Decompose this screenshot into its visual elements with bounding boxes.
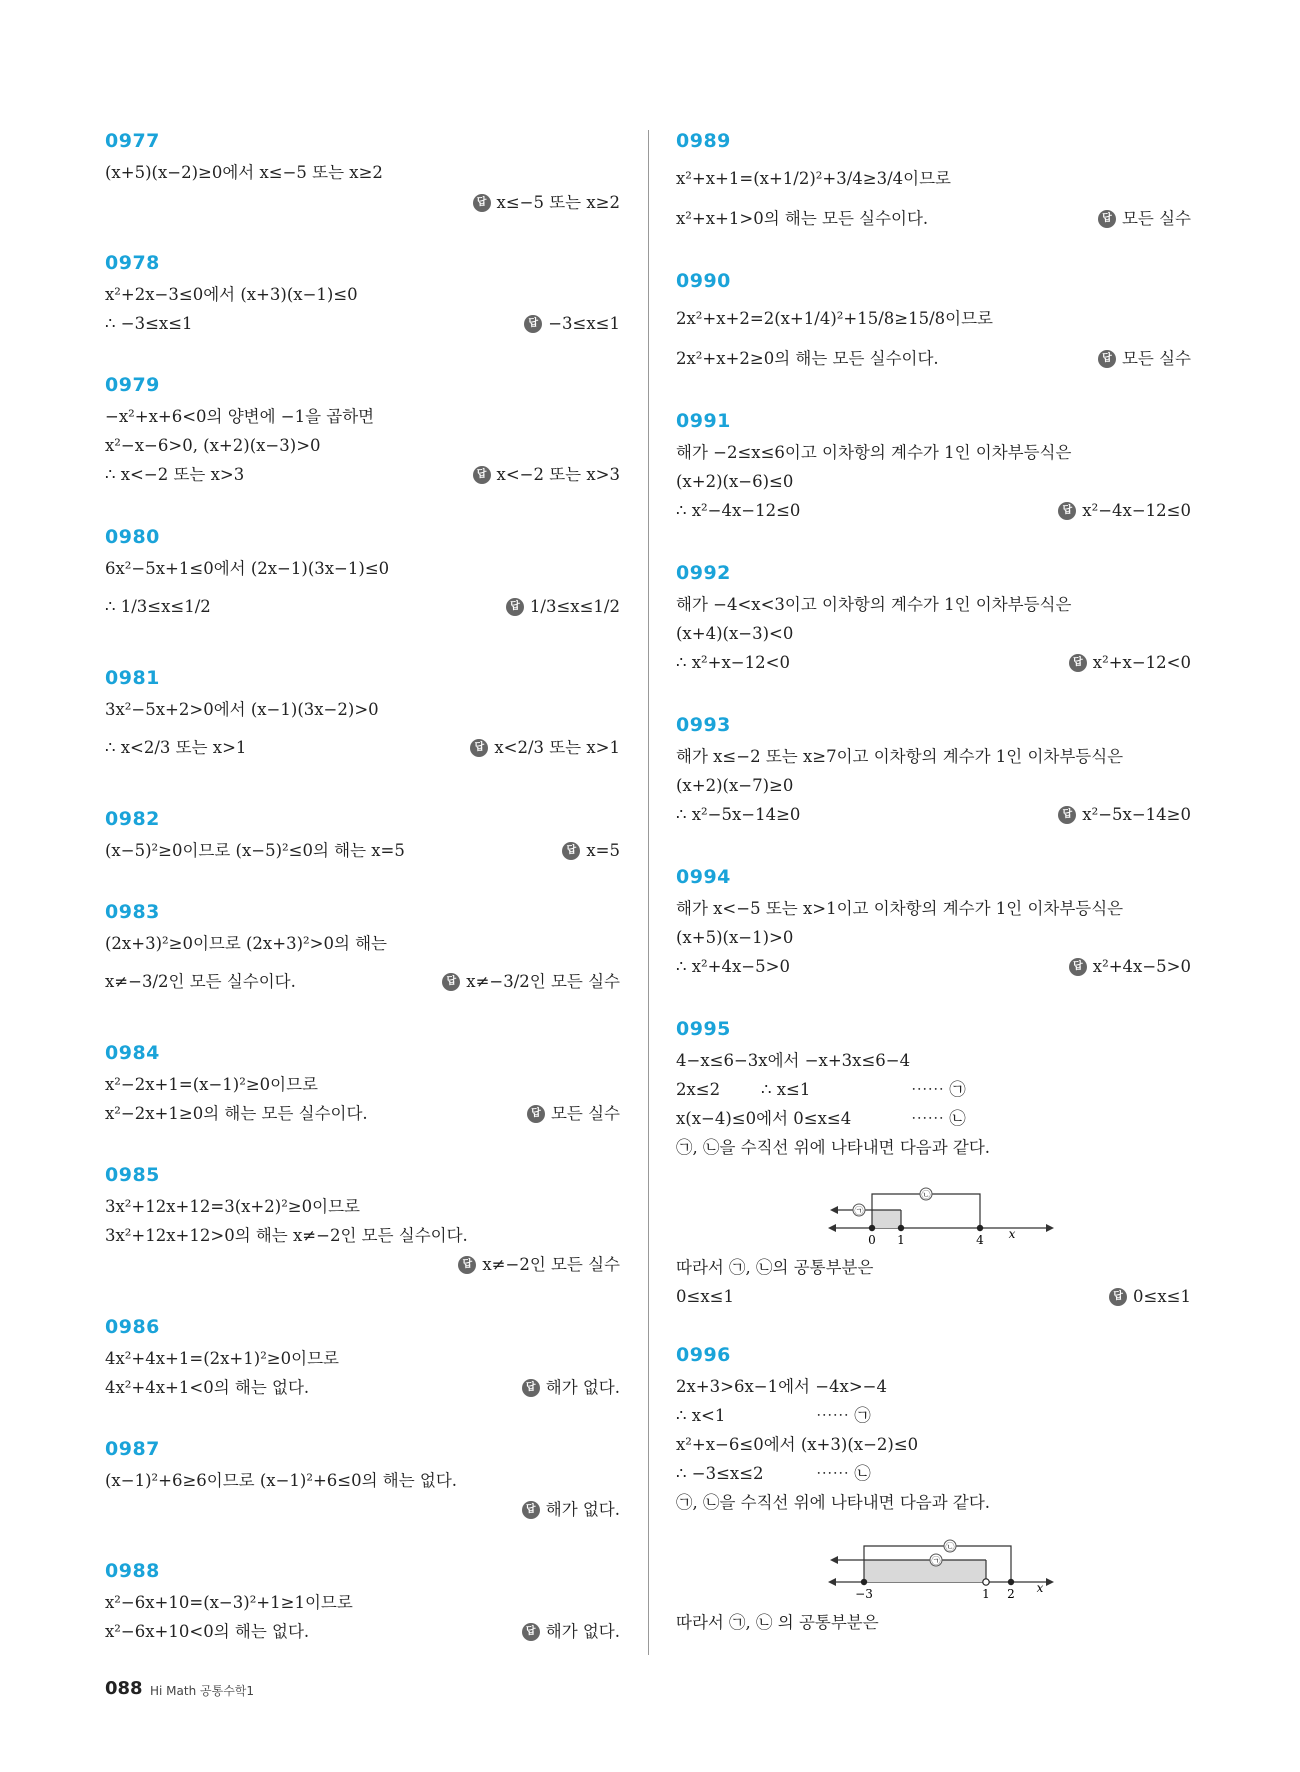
problem-number: 0980 xyxy=(105,526,160,548)
solution-line: ∴ x²+4x−5>0 xyxy=(676,957,790,976)
answer-badge-icon: 답 xyxy=(562,842,580,860)
number-line-figure-0996 xyxy=(826,1522,1056,1606)
solution-line: ∴ x≤1 xyxy=(761,1080,811,1099)
answer-text: x²−4x−12≤0 xyxy=(1082,501,1191,520)
problem-number: 0983 xyxy=(105,901,160,923)
solution-line: ∴ x²+x−12<0 xyxy=(676,653,790,672)
answer xyxy=(562,840,620,862)
solution-line: ∴ −3≤x≤1 xyxy=(105,314,193,333)
answer xyxy=(1058,804,1191,826)
answer-text: 해가 없다. xyxy=(545,1378,620,1397)
answer xyxy=(527,1103,620,1125)
answer xyxy=(1058,500,1191,522)
marker-label: ⋯⋯ ㉡ xyxy=(911,1109,966,1128)
problem-number: 0996 xyxy=(676,1344,731,1366)
problem-number: 0987 xyxy=(105,1438,160,1460)
answer-text: 해가 없다. xyxy=(545,1500,620,1519)
marker-2: ㉡ xyxy=(921,1191,931,1201)
answer-badge-icon: 답 xyxy=(442,973,460,991)
solution-line: (x−5)²≥0이므로 (x−5)²≤0의 해는 x=5 xyxy=(105,841,405,860)
solution-line: (x+5)(x−1)>0 xyxy=(676,928,794,947)
answer xyxy=(470,737,620,759)
solution-line: −x²+x+6<0의 양변에 −1을 곱하면 xyxy=(105,407,375,426)
solution-line: (x+5)(x−2)≥0에서 x≤−5 또는 x≥2 xyxy=(105,163,383,182)
problem-number: 0993 xyxy=(676,714,731,736)
answer xyxy=(522,1499,620,1521)
marker-2: ㉡ xyxy=(945,1543,955,1553)
answer xyxy=(522,1377,620,1399)
solution-line: (x+4)(x−3)<0 xyxy=(676,624,794,643)
answer-text: 모든 실수 xyxy=(1121,349,1191,368)
answer xyxy=(522,1621,620,1643)
problem-number: 0981 xyxy=(105,667,160,689)
answer-badge-icon: 답 xyxy=(524,315,542,333)
problem-number: 0989 xyxy=(676,130,731,152)
answer xyxy=(1069,956,1191,978)
solution-line: ㉠, ㉡을 수직선 위에 나타내면 다음과 같다. xyxy=(676,1138,991,1157)
tick-label-4: 4 xyxy=(976,1233,984,1247)
solution-line: 따라서 ㉠, ㉡ 의 공통부분은 xyxy=(676,1613,879,1632)
answer-text: 모든 실수 xyxy=(550,1104,620,1123)
answer xyxy=(473,464,620,486)
solution-line: ∴ x<1 xyxy=(676,1406,726,1425)
solution-line: x²−6x+10=(x−3)²+1≥1이므로 xyxy=(105,1593,353,1612)
answer-badge-icon: 답 xyxy=(527,1105,545,1123)
answer-badge-icon: 답 xyxy=(473,466,491,484)
point-1 xyxy=(898,1225,904,1231)
solution-line: 3x²+12x+12>0의 해는 x≠−2인 모든 실수이다. xyxy=(105,1226,468,1245)
answer-text: 해가 없다. xyxy=(545,1622,620,1641)
answer-text: x²−5x−14≥0 xyxy=(1082,805,1191,824)
answer-text: x²+4x−5>0 xyxy=(1092,957,1191,976)
solution-line: (2x+3)²≥0이므로 (2x+3)²>0의 해는 xyxy=(105,934,388,953)
solution-line: 해가 −2≤x≤6이고 이차항의 계수가 1인 이차부등식은 xyxy=(676,443,1072,462)
answer-badge-icon: 답 xyxy=(522,1501,540,1519)
axis-arrow-right-icon xyxy=(1046,1224,1054,1232)
solution-line: ∴ x²−4x−12≤0 xyxy=(676,501,801,520)
answer-badge-icon: 답 xyxy=(506,598,524,616)
problem-number: 0992 xyxy=(676,562,731,584)
solution-line: 3x²−5x+2>0에서 (x−1)(3x−2)>0 xyxy=(105,700,379,719)
problem-number: 0982 xyxy=(105,808,160,830)
common-region xyxy=(864,1560,986,1582)
answer xyxy=(1098,348,1191,370)
answer-badge-icon: 답 xyxy=(470,739,488,757)
axis-label: x xyxy=(1008,1227,1016,1241)
answer-text: x<−2 또는 x>3 xyxy=(496,465,620,484)
solution-line: 따라서 ㉠, ㉡의 공통부분은 xyxy=(676,1258,874,1277)
answer xyxy=(524,313,620,335)
answer-badge-icon: 답 xyxy=(1058,502,1076,520)
problem-number: 0988 xyxy=(105,1560,160,1582)
answer-badge-icon: 답 xyxy=(522,1623,540,1641)
answer-text: x≠−2인 모든 실수 xyxy=(482,1255,620,1274)
solution-line: ∴ x²−5x−14≥0 xyxy=(676,805,801,824)
answer-badge-icon: 답 xyxy=(1058,806,1076,824)
solution-line: 2x≤2 xyxy=(676,1080,721,1099)
answer-text: −3≤x≤1 xyxy=(548,314,620,333)
solution-line: 2x+3>6x−1에서 −4x>−4 xyxy=(676,1377,887,1396)
answer-badge-icon: 답 xyxy=(1069,958,1087,976)
marker-label: ⋯⋯ ㉠ xyxy=(911,1080,966,1099)
answer-text: 모든 실수 xyxy=(1121,209,1191,228)
book-title: Hi Math 공통수학1 xyxy=(150,1684,255,1698)
solution-line: 4x²+4x+1<0의 해는 없다. xyxy=(105,1378,310,1397)
column-divider xyxy=(648,130,649,1655)
point-4 xyxy=(977,1225,983,1231)
problem-number: 0991 xyxy=(676,410,731,432)
solution-line: x(x−4)≤0에서 0≤x≤4 xyxy=(676,1109,852,1128)
answer-text: 0≤x≤1 xyxy=(1133,1287,1191,1306)
common-region xyxy=(872,1210,901,1228)
solution-line: ∴ −3≤x≤2 xyxy=(676,1464,764,1483)
answer xyxy=(442,971,620,993)
answer-badge-icon: 답 xyxy=(458,1256,476,1274)
problem-number: 0979 xyxy=(105,374,160,396)
point-1-open xyxy=(983,1579,989,1585)
solution-line: 2x²+x+2≥0의 해는 모든 실수이다. xyxy=(676,349,939,368)
solution-line: 해가 x≤−2 또는 x≥7이고 이차항의 계수가 1인 이차부등식은 xyxy=(676,747,1124,766)
region-1-arrow-icon xyxy=(830,1556,838,1564)
tick-label-1: 1 xyxy=(982,1587,990,1601)
solution-line: x²−2x+1=(x−1)²≥0이므로 xyxy=(105,1075,318,1094)
tick-label-2: 2 xyxy=(1007,1587,1015,1601)
solution-line: (x+2)(x−6)≤0 xyxy=(676,472,794,491)
solution-line: x²−2x+1≥0의 해는 모든 실수이다. xyxy=(105,1104,368,1123)
answer-badge-icon: 답 xyxy=(522,1379,540,1397)
marker-label: ⋯⋯ ㉠ xyxy=(816,1406,871,1425)
solution-line: 4x²+4x+1=(2x+1)²≥0이므로 xyxy=(105,1349,339,1368)
problem-number: 0995 xyxy=(676,1018,731,1040)
solution-line: x²−x−6>0, (x+2)(x−3)>0 xyxy=(105,436,321,455)
marker-label: ⋯⋯ ㉡ xyxy=(816,1464,871,1483)
axis-arrow-right-icon xyxy=(1046,1578,1054,1586)
solution-line: x≠−3/2인 모든 실수이다. xyxy=(105,972,296,991)
problem-number: 0985 xyxy=(105,1164,160,1186)
point-minus-3 xyxy=(861,1579,867,1585)
answer-badge-icon: 답 xyxy=(1098,350,1116,368)
solution-line: ∴ x<2/3 또는 x>1 xyxy=(105,738,247,757)
answer-badge-icon: 답 xyxy=(473,194,491,212)
solution-line: 해가 x<−5 또는 x>1이고 이차항의 계수가 1인 이차부등식은 xyxy=(676,899,1124,918)
solution-line: x²−6x+10<0의 해는 없다. xyxy=(105,1622,310,1641)
point-2 xyxy=(1008,1579,1014,1585)
answer xyxy=(1069,652,1191,674)
axis-arrow-left-icon xyxy=(828,1578,836,1586)
problem-number: 0994 xyxy=(676,866,731,888)
region-1-arrow-icon xyxy=(830,1206,838,1214)
solution-line: (x+2)(x−7)≥0 xyxy=(676,776,794,795)
solution-line: 6x²−5x+1≤0에서 (2x−1)(3x−1)≤0 xyxy=(105,559,390,578)
answer xyxy=(1109,1286,1191,1308)
solution-line: x²+x+1>0의 해는 모든 실수이다. xyxy=(676,209,929,228)
axis-label: x xyxy=(1036,1581,1044,1595)
answer-text: 1/3≤x≤1/2 xyxy=(529,597,620,616)
point-0 xyxy=(869,1225,875,1231)
marker-1: ㉠ xyxy=(854,1207,864,1217)
answer-text: x²+x−12<0 xyxy=(1092,653,1191,672)
number-line-figure-0995 xyxy=(826,1168,1056,1252)
answer-text: x≤−5 또는 x≥2 xyxy=(496,193,620,212)
answer xyxy=(506,596,620,618)
axis-arrow-left-icon xyxy=(828,1224,836,1232)
answer-text: x≠−3/2인 모든 실수 xyxy=(466,972,620,991)
solution-line: x²+x−6≤0에서 (x+3)(x−2)≤0 xyxy=(676,1435,919,1454)
solution-line: (x−1)²+6≥6이므로 (x−1)²+6≤0의 해는 없다. xyxy=(105,1471,458,1490)
solution-line: x²+x+1=(x+1/2)²+3/4≥3/4이므로 xyxy=(676,169,951,188)
problem-number: 0977 xyxy=(105,130,160,152)
answer-text: x=5 xyxy=(586,841,620,860)
answer-badge-icon: 답 xyxy=(1098,210,1116,228)
answer xyxy=(1098,208,1191,230)
marker-1: ㉠ xyxy=(931,1557,941,1567)
answer-badge-icon: 답 xyxy=(1109,1288,1127,1306)
solution-line: 4−x≤6−3x에서 −x+3x≤6−4 xyxy=(676,1051,911,1070)
tick-label-0: 0 xyxy=(868,1233,876,1247)
tick-label-minus-3: −3 xyxy=(855,1587,873,1601)
solution-line: 3x²+12x+12=3(x+2)²≥0이므로 xyxy=(105,1197,360,1216)
solution-line: ㉠, ㉡을 수직선 위에 나타내면 다음과 같다. xyxy=(676,1493,991,1512)
solution-line: 해가 −4<x<3이고 이차항의 계수가 1인 이차부등식은 xyxy=(676,595,1072,614)
solution-line: ∴ x<−2 또는 x>3 xyxy=(105,465,245,484)
solution-line: 0≤x≤1 xyxy=(676,1287,734,1306)
answer-text: x<2/3 또는 x>1 xyxy=(494,738,620,757)
problem-number: 0978 xyxy=(105,252,160,274)
answer-badge-icon: 답 xyxy=(1069,654,1087,672)
solution-line: 2x²+x+2=2(x+1/4)²+15/8≥15/8이므로 xyxy=(676,309,993,328)
solution-line: x²+2x−3≤0에서 (x+3)(x−1)≤0 xyxy=(105,285,358,304)
solution-line: ∴ 1/3≤x≤1/2 xyxy=(105,597,211,616)
tick-label-1: 1 xyxy=(897,1233,905,1247)
page-number: 088 xyxy=(105,1678,143,1699)
problem-number: 0990 xyxy=(676,270,731,292)
answer xyxy=(473,192,620,214)
problem-number: 0986 xyxy=(105,1316,160,1338)
problem-number: 0984 xyxy=(105,1042,160,1064)
answer xyxy=(458,1254,620,1276)
